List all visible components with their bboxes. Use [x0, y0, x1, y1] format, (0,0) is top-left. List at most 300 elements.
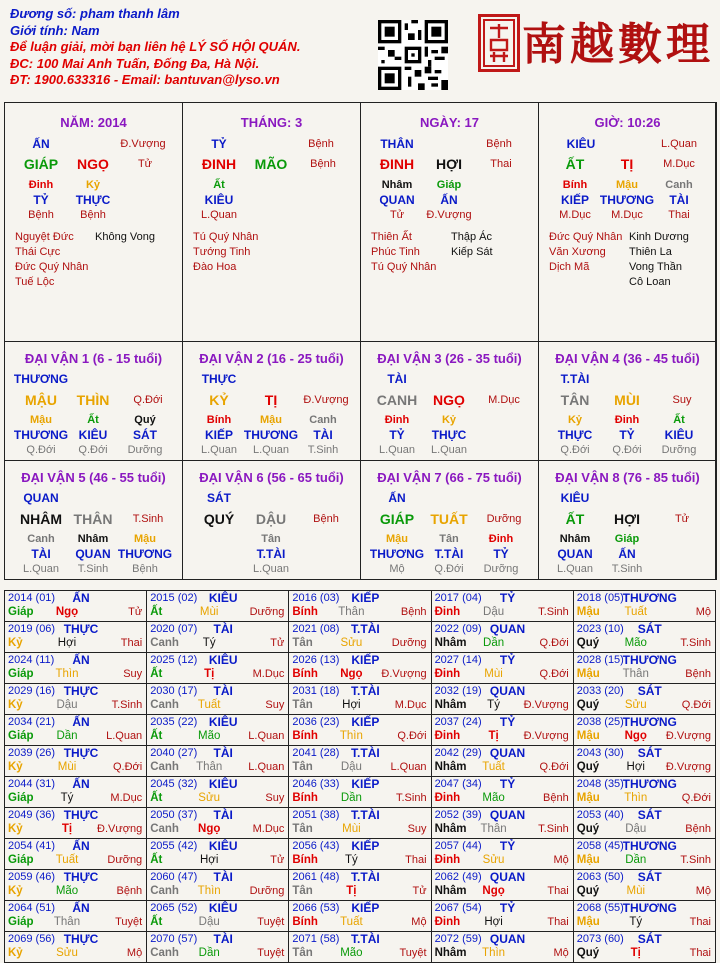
dai-van-hidden-stem: Tân [261, 533, 281, 545]
year-branch: Tị [488, 730, 499, 742]
dai-van-branch: THÂN [73, 511, 113, 527]
dai-van-hidden-stem: Mậu [260, 414, 282, 426]
year-label: 2052 (39) [434, 809, 482, 821]
year-cell[interactable] [147, 932, 289, 963]
year-cell[interactable] [573, 684, 715, 715]
year-branch: Dậu [483, 606, 505, 618]
year-stem: Kỷ [8, 823, 23, 835]
owner-name: Đương số: pham thanh lâm [10, 6, 180, 21]
year-branch: Thìn [55, 668, 79, 680]
year-cell[interactable] [147, 715, 289, 746]
year-label: 2020 (07) [150, 623, 198, 635]
year-stem: Giáp [8, 792, 34, 804]
year-branch: Thân [480, 823, 507, 835]
year-cell[interactable] [5, 901, 147, 932]
year-label: 2039 (26) [8, 747, 56, 759]
year-label: 2031 (18) [292, 685, 340, 697]
hidden-stem: Mậu [616, 179, 638, 191]
year-stem: Giáp [8, 916, 34, 928]
year-god: THƯƠNG [622, 653, 677, 667]
year-cell[interactable] [431, 622, 573, 653]
year-label: 2040 (27) [150, 747, 198, 759]
year-cell[interactable] [573, 653, 715, 684]
year-stage: L.Quan [248, 761, 285, 773]
year-label: 2015 (02) [150, 592, 198, 604]
year-stem: Quý [576, 637, 600, 649]
dai-van-hidden-stage: Q.Đới [434, 563, 464, 575]
dai-van-hidden-stem: Nhâm [77, 533, 109, 545]
dai-van-4[interactable] [538, 341, 717, 461]
hidden-god: TỶ [33, 193, 49, 207]
pillar-branch-stage: M.Dục [663, 158, 695, 170]
year-stage: Tử [270, 854, 285, 866]
year-god: ẤN [72, 777, 90, 791]
year-stem: Mậu [576, 730, 600, 742]
year-label: 2057 (44) [434, 840, 482, 852]
year-cell[interactable] [147, 901, 289, 932]
year-branch: Tị [630, 947, 641, 959]
year-stage: Mộ [126, 947, 143, 959]
year-god: KIÊU [208, 653, 238, 667]
year-cell[interactable] [573, 901, 715, 932]
year-god: THỰC [63, 622, 99, 636]
year-stage: Tuyệt [257, 916, 285, 928]
year-stem: Canh [150, 885, 179, 897]
year-stage: Bệnh [116, 885, 143, 897]
dai-van-hidden-stage: L.Quan [252, 563, 290, 575]
dai-van-hidden-stem: Mậu [134, 533, 156, 545]
year-god: THỰC [63, 932, 99, 946]
year-stage: L.Quan [106, 730, 143, 742]
year-cell[interactable] [573, 622, 715, 653]
year-cell[interactable] [431, 591, 573, 622]
year-stage: Mộ [553, 854, 569, 866]
year-cell[interactable] [147, 622, 289, 653]
year-god: QUAN [489, 932, 526, 946]
year-god: THƯƠNG [622, 777, 677, 791]
dai-van-stem: QUÝ [203, 511, 235, 527]
year-cell[interactable] [431, 808, 573, 839]
year-stage: Tử [128, 606, 143, 618]
dai-van-stem: GIÁP [379, 511, 415, 527]
dai-van-god: ẤN [388, 491, 406, 505]
year-branch: Dậu [340, 761, 362, 773]
year-branch: Tuất [482, 761, 505, 773]
year-god: ẤN [72, 653, 90, 667]
year-cell[interactable] [573, 808, 715, 839]
year-god: TÀI [213, 746, 233, 760]
year-cell[interactable] [431, 870, 573, 901]
year-cell[interactable] [573, 932, 715, 963]
year-branch: Dần [625, 854, 647, 866]
year-stem: Tân [292, 761, 313, 773]
pillar-title: THÁNG: 3 [240, 115, 303, 130]
year-cell[interactable] [147, 870, 289, 901]
year-cell[interactable] [431, 653, 573, 684]
dai-van-2[interactable] [182, 341, 361, 461]
dai-van-stem: TÂN [560, 392, 590, 408]
year-stem: Ất [150, 606, 163, 618]
pillar-branch-stage: Tử [137, 158, 153, 170]
year-branch: Hợi [199, 854, 219, 866]
year-cell[interactable] [289, 622, 431, 653]
year-stage: Q.Đới [681, 699, 711, 711]
year-stage: M.Dục [252, 668, 285, 680]
year-label: 2021 (08) [292, 623, 340, 635]
year-stem: Bính [292, 916, 318, 928]
hidden-god: QUAN [379, 193, 415, 207]
year-branch: Thân [338, 606, 365, 618]
pillar-branch-stage: Thai [490, 158, 512, 170]
year-god: SÁT [637, 684, 662, 698]
pillar-stem: ĐINH [201, 156, 237, 172]
year-cell[interactable] [5, 591, 147, 622]
year-stage: Đ.Vượng [665, 730, 711, 742]
year-cell[interactable] [573, 591, 715, 622]
hidden-stem: Giáp [436, 179, 462, 191]
year-god: ẤN [72, 715, 90, 729]
year-cell[interactable] [5, 684, 147, 715]
year-god: THỰC [63, 808, 99, 822]
hidden-stage: Thai [668, 209, 690, 221]
year-cell[interactable] [573, 746, 715, 777]
year-god: THỰC [63, 870, 99, 884]
year-stem: Canh [150, 699, 179, 711]
year-label: 2051 (38) [292, 809, 340, 821]
year-cell[interactable] [573, 870, 715, 901]
star-good: Văn Xương [549, 246, 606, 258]
year-god: T.TÀI [351, 870, 380, 884]
pillar-god: TỶ [211, 137, 227, 151]
year-cell[interactable] [289, 715, 431, 746]
year-cell[interactable] [573, 777, 715, 808]
dai-van-6[interactable] [182, 460, 361, 580]
year-branch: Thìn [624, 792, 648, 804]
star-bad: Không Vong [95, 231, 155, 243]
year-cell[interactable] [431, 839, 573, 870]
dai-van-stage: Đ.Vượng [303, 394, 349, 406]
year-stage: Bệnh [685, 668, 711, 680]
year-stage: T.Sinh [680, 854, 711, 866]
dai-van-hidden-stage: L.Quan [252, 444, 290, 456]
year-cell[interactable] [573, 839, 715, 870]
dai-van-hidden-stage: Dưỡng [661, 444, 697, 456]
dai-van-title: ĐẠI VẬN 7 (66 - 75 tuổi) [377, 470, 522, 485]
year-cell[interactable] [5, 653, 147, 684]
year-god: KIẾP [351, 901, 380, 915]
hidden-stage: Đ.Vượng [426, 209, 472, 221]
year-label: 2068 (55) [576, 902, 624, 914]
dai-van-god: TÀI [387, 372, 407, 386]
year-cell[interactable] [289, 901, 431, 932]
year-stage: Dưỡng [249, 885, 285, 897]
year-stem: Giáp [8, 730, 34, 742]
year-stage: Đ.Vượng [523, 730, 569, 742]
dai-van-hidden-god: T.TÀI [256, 547, 286, 561]
year-god: TỶ [499, 839, 516, 853]
year-stem: Canh [150, 823, 179, 835]
year-cell[interactable] [147, 746, 289, 777]
hidden-stem: Canh [665, 179, 693, 191]
year-branch: Tuất [55, 854, 79, 866]
year-cell[interactable] [5, 870, 147, 901]
year-stage: Tuyệt [115, 916, 143, 928]
dai-van-god: T.TÀI [560, 372, 590, 386]
year-label: 2030 (17) [150, 685, 198, 697]
year-cell[interactable] [431, 715, 573, 746]
dai-van-hidden-stage: T.Sinh [611, 563, 643, 575]
year-stage: M.Dục [110, 792, 143, 804]
dai-van-hidden-god: QUAN [557, 547, 593, 561]
year-branch: Ngọ [198, 823, 221, 835]
dai-van-hidden-stem: Đinh [384, 414, 410, 426]
dai-van-hidden-god: THƯƠNG [13, 428, 69, 442]
year-branch: Ngọ [624, 730, 647, 742]
year-label: 2049 (36) [8, 809, 56, 821]
dai-van-branch: DẬU [255, 511, 287, 527]
year-label: 2062 (49) [434, 871, 482, 883]
year-stage: M.Dục [394, 699, 427, 711]
year-god: SÁT [637, 932, 662, 946]
year-cell[interactable] [289, 653, 431, 684]
year-stage: Thai [547, 885, 569, 897]
year-label: 2073 (60) [576, 933, 624, 945]
year-cell[interactable] [5, 932, 147, 963]
year-label: 2034 (21) [8, 716, 56, 728]
dai-van-god: THỰC [201, 372, 237, 386]
year-stage: T.Sinh [680, 637, 711, 649]
dai-van-hidden-stem: Canh [27, 533, 55, 545]
year-stage: Đ.Vượng [523, 699, 569, 711]
year-branch: Hợi [57, 637, 77, 649]
year-label: 2054 (41) [8, 840, 56, 852]
year-cell[interactable] [5, 808, 147, 839]
dai-van-5[interactable] [4, 460, 183, 580]
year-cell[interactable] [5, 715, 147, 746]
year-stage: Thai [689, 916, 711, 928]
year-cell[interactable] [431, 777, 573, 808]
year-stem: Kỷ [8, 885, 23, 897]
pillar-2 [360, 102, 539, 342]
year-branch: Tuất [624, 606, 648, 618]
phone-email-line: ĐT: 1900.633316 - Email: bantuvan@lyso.vn [10, 72, 280, 87]
dai-van-stage: Dưỡng [486, 513, 522, 525]
pillar-god: ẤN [32, 137, 50, 151]
year-cell[interactable] [147, 684, 289, 715]
dai-van-hidden-god: THƯƠNG [369, 547, 425, 561]
star-bad: Cô Loan [629, 276, 671, 288]
dai-van-hidden-god: THƯƠNG [243, 428, 299, 442]
year-label: 2046 (33) [292, 778, 340, 790]
year-god: QUAN [489, 622, 526, 636]
year-god: QUAN [489, 870, 526, 884]
year-stem: Ất [150, 854, 163, 866]
brand-logo: 南越數理 [522, 19, 714, 70]
year-cell[interactable] [289, 591, 431, 622]
dai-van-hidden-god: KIẾP [204, 428, 234, 442]
year-cell[interactable] [5, 777, 147, 808]
year-cell[interactable] [289, 684, 431, 715]
year-label: 2033 (20) [576, 685, 624, 697]
year-label: 2042 (29) [434, 747, 482, 759]
year-stem: Đinh [434, 854, 461, 866]
year-cell[interactable] [5, 622, 147, 653]
year-cell[interactable] [289, 870, 431, 901]
year-god: KIÊU [208, 839, 238, 853]
year-god: T.TÀI [351, 746, 380, 760]
year-stage: Dưỡng [107, 854, 143, 866]
year-label: 2025 (12) [150, 654, 198, 666]
year-branch: Mùi [342, 823, 361, 835]
dai-van-hidden-god: THƯƠNG [117, 547, 173, 561]
year-god: SÁT [637, 746, 662, 760]
year-god: KIÊU [208, 591, 238, 605]
year-label: 2028 (15) [576, 654, 624, 666]
year-branch: Mão [198, 730, 221, 742]
dai-van-hidden-stem: Ất [87, 414, 99, 426]
year-label: 2069 (56) [8, 933, 56, 945]
year-god: KIẾP [351, 715, 380, 729]
dai-van-8[interactable] [538, 460, 717, 580]
dai-van-stem: CANH [376, 392, 418, 408]
dai-van-1[interactable] [4, 341, 183, 461]
dai-van-branch: TUẤT [430, 511, 468, 527]
dai-van-hidden-stem: Tân [439, 533, 459, 545]
dai-van-3[interactable] [360, 341, 539, 461]
year-cell[interactable] [431, 932, 573, 963]
year-god: QUAN [489, 684, 526, 698]
year-cell[interactable] [431, 746, 573, 777]
star-good: Tuế Lộc [15, 276, 55, 288]
year-branch: Hợi [484, 916, 503, 928]
year-cell[interactable] [147, 591, 289, 622]
year-stem: Tân [292, 699, 313, 711]
dai-van-hidden-god: TÀI [31, 547, 51, 561]
year-branch: Ngọ [55, 606, 79, 618]
year-label: 2055 (42) [150, 840, 198, 852]
year-cell[interactable] [573, 715, 715, 746]
year-label: 2060 (47) [150, 871, 198, 883]
pillar-god: THÂN [380, 137, 414, 151]
star-good: Phúc Tinh [371, 246, 420, 258]
hidden-stage: Bệnh [80, 209, 106, 221]
year-god: TỶ [499, 901, 516, 915]
year-branch: Thìn [197, 885, 221, 897]
star-good: Tú Quý Nhân [193, 231, 259, 243]
year-stage: Bệnh [400, 606, 427, 618]
star-bad: Thập Ác [451, 231, 492, 243]
year-stem: Nhâm [434, 823, 467, 835]
year-stem: Quý [576, 885, 600, 897]
year-god: T.TÀI [351, 808, 380, 822]
year-stage: Q.Đới [539, 761, 569, 773]
year-cell[interactable] [289, 808, 431, 839]
dai-van-title: ĐẠI VẬN 8 (76 - 85 tuổi) [555, 470, 700, 485]
year-stage: Dưỡng [391, 637, 427, 649]
year-cell[interactable] [147, 653, 289, 684]
year-stage: Thai [547, 916, 569, 928]
year-branch: Dậu [625, 823, 647, 835]
year-label: 2072 (59) [434, 933, 482, 945]
dai-van-god: SÁT [207, 491, 231, 505]
year-stage: Mộ [695, 606, 711, 618]
year-stem: Bính [292, 792, 318, 804]
year-stem: Đinh [434, 792, 461, 804]
year-stem: Nhâm [434, 947, 467, 959]
dai-van-branch: THÌN [76, 392, 110, 408]
year-cell[interactable] [147, 777, 289, 808]
dai-van-hidden-god: T.TÀI [434, 547, 464, 561]
year-stem: Canh [150, 947, 179, 959]
pillar-god-stage: Đ.Vượng [120, 138, 166, 150]
dai-van-hidden-stem: Mậu [30, 414, 52, 426]
year-stage: Tử [412, 885, 427, 897]
dai-van-hidden-god: KIÊU [664, 428, 694, 442]
year-cell[interactable] [289, 932, 431, 963]
year-cell[interactable] [289, 777, 431, 808]
hidden-stage: Bệnh [28, 209, 54, 221]
year-stem: Tân [292, 947, 313, 959]
year-cell[interactable] [147, 808, 289, 839]
year-god: KIẾP [351, 839, 380, 853]
hidden-stage: L.Quan [200, 209, 238, 221]
year-label: 2014 (01) [8, 592, 56, 604]
year-branch: Sửu [198, 792, 221, 804]
year-stage: L.Quan [248, 730, 285, 742]
year-god: T.TÀI [351, 684, 380, 698]
year-label: 2019 (06) [8, 623, 56, 635]
dai-van-hidden-god: QUAN [75, 547, 111, 561]
year-branch: Thân [196, 761, 223, 773]
year-stem: Ất [150, 792, 163, 804]
year-stem: Bính [292, 606, 318, 618]
year-cell[interactable] [5, 839, 147, 870]
year-branch: Thìn [482, 947, 506, 959]
year-label: 2058 (45) [576, 840, 624, 852]
year-branch: Mùi [626, 885, 646, 897]
year-cell[interactable] [431, 901, 573, 932]
pillar-branch: TỊ [620, 156, 634, 172]
year-label: 2043 (30) [576, 747, 624, 759]
year-cell[interactable] [147, 839, 289, 870]
year-cell[interactable] [289, 746, 431, 777]
hidden-god: ẤN [440, 193, 458, 207]
year-branch: Sửu [482, 854, 505, 866]
year-label: 2035 (22) [150, 716, 198, 728]
year-cell[interactable] [289, 839, 431, 870]
contact-line: Để luận giải, mời bạn liên hệ LÝ SỐ HỘI QUÁN. [10, 39, 301, 54]
pillar-0 [4, 102, 183, 342]
year-stem: Tân [292, 823, 313, 835]
dai-van-7[interactable] [360, 460, 539, 580]
year-stem: Ất [150, 730, 163, 742]
year-label: 2016 (03) [292, 592, 340, 604]
year-stem: Bính [292, 730, 318, 742]
dai-van-hidden-stem: Canh [309, 414, 337, 426]
dai-van-hidden-stem: Đinh [488, 533, 514, 545]
year-cell[interactable] [431, 684, 573, 715]
qr-code-icon[interactable] [378, 20, 448, 90]
year-stem: Ất [150, 916, 163, 928]
year-branch: Tuất [197, 699, 221, 711]
dai-van-branch: NGỌ [433, 392, 465, 408]
star-good: Tướng Tinh [193, 246, 251, 258]
dai-van-hidden-stage: L.Quan [556, 563, 594, 575]
year-cell[interactable] [5, 746, 147, 777]
year-stage: Q.Đới [681, 792, 711, 804]
year-branch: Sửu [340, 637, 363, 649]
dai-van-hidden-stage: T.Sinh [307, 444, 339, 456]
